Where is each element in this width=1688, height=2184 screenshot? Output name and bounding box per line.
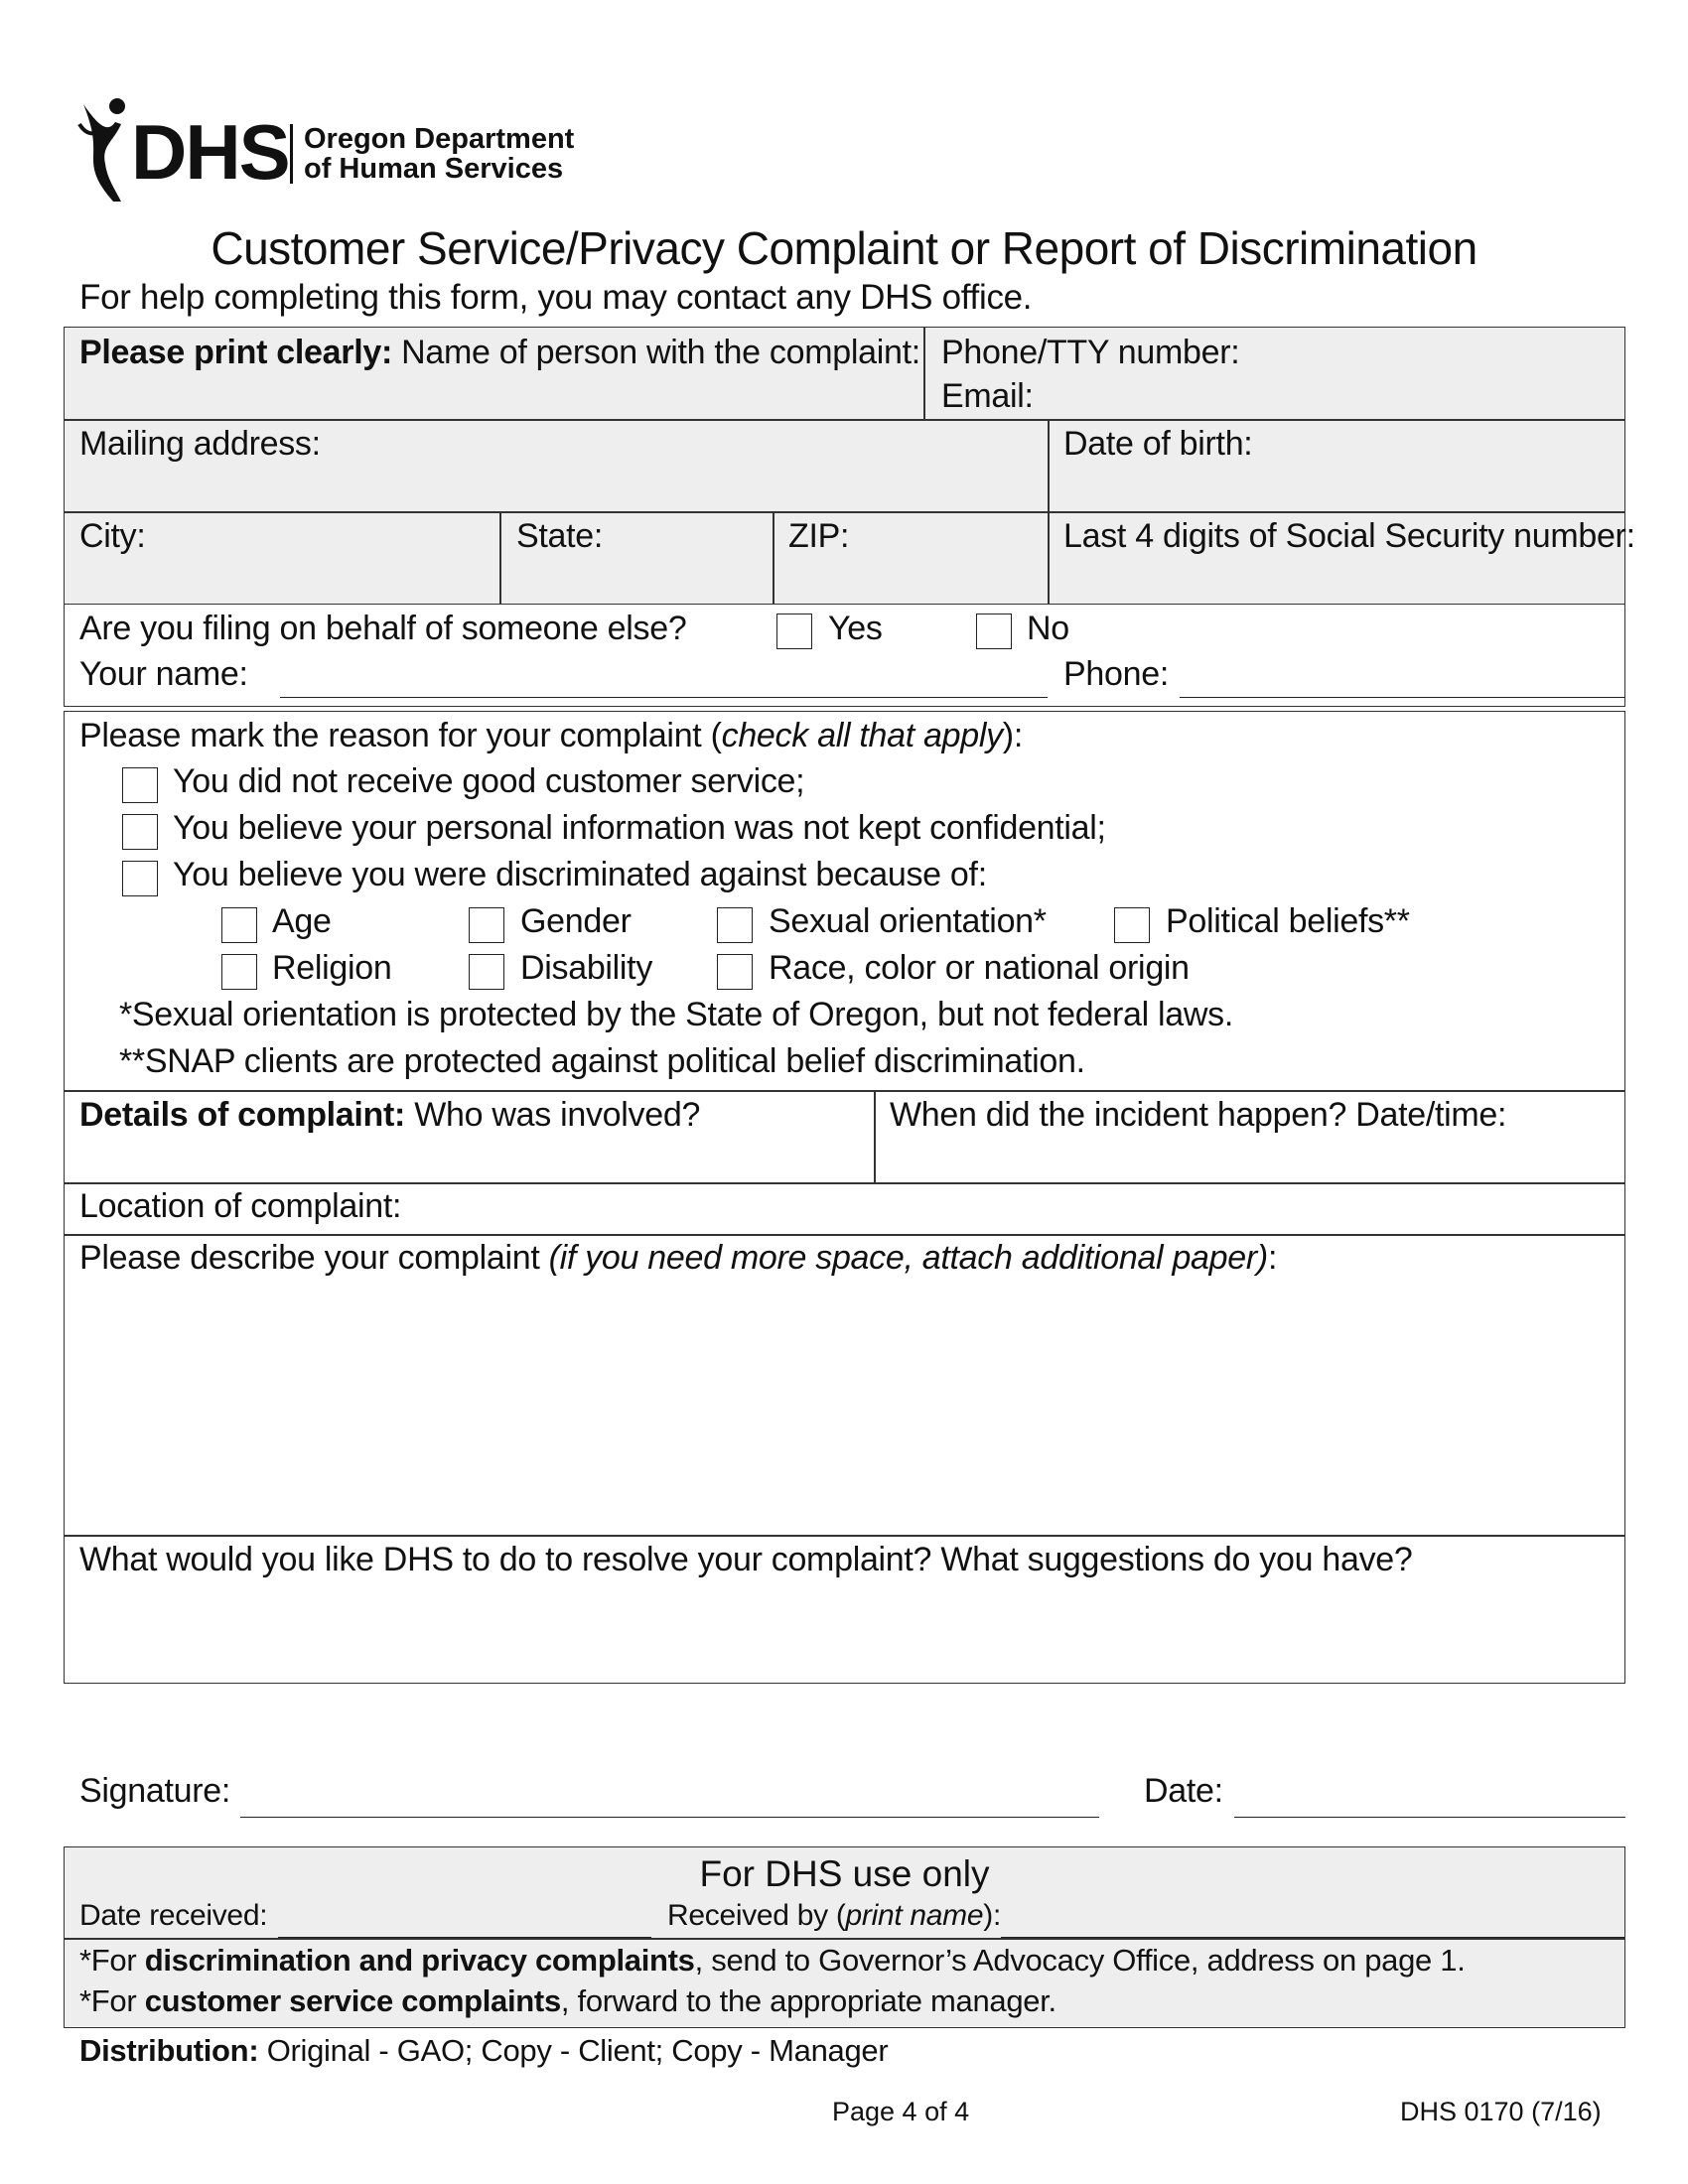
office-use-heading: For DHS use only	[699, 1853, 990, 1894]
mailing-address-label: Mailing address:	[79, 425, 321, 463]
state-label: State:	[516, 517, 604, 555]
org-name-line2: of Human Services	[304, 153, 564, 185]
routing-discrimination	[79, 1943, 1466, 1979]
divider	[64, 419, 1625, 421]
received-by-prefix: Received by (	[667, 1899, 846, 1932]
details-bold: Details of complaint:	[79, 1096, 406, 1134]
zip-label: ZIP:	[788, 517, 850, 555]
page-number: Page 4 of 4	[832, 2097, 970, 2126]
note-sexual-orientation: *Sexual orientation is protected by the State of Oregon, but not federal laws.	[119, 996, 1233, 1033]
person-figure-icon	[77, 94, 137, 204]
reason-discrimination-checkbox[interactable]	[122, 861, 158, 896]
zip-field[interactable]	[774, 556, 1047, 604]
describe-prefix: Please describe your complaint	[79, 1239, 549, 1277]
distribution-label: Distribution:	[79, 2033, 259, 2068]
basis-disability-checkbox[interactable]	[469, 954, 504, 990]
behalf-question: Are you filing on behalf of someone else?	[79, 610, 687, 647]
logo-wordmark: DHS	[131, 108, 289, 196]
signature-field[interactable]	[240, 1777, 1099, 1818]
location-field[interactable]	[397, 1185, 1623, 1233]
phone-tty-field[interactable]	[1231, 330, 1623, 373]
routing-discrimination-bold: discrimination and privacy complaints	[144, 1943, 695, 1978]
form-title: Customer Service/Privacy Complaint or Report of Discrimination	[211, 222, 1477, 274]
routing-discrimination-prefix: *For	[79, 1943, 145, 1978]
basis-religion-checkbox[interactable]	[221, 954, 257, 990]
distribution-line	[79, 2033, 888, 2069]
received-by-italic: print name	[845, 1899, 984, 1932]
reason-customer-service-label: You did not receive good customer service;	[173, 762, 805, 800]
basis-age-label: Age	[272, 902, 332, 940]
basis-age-checkbox[interactable]	[221, 907, 257, 943]
note-snap: **SNAP clients are protected against political belief discrimination.	[119, 1042, 1085, 1080]
phone-field[interactable]	[1180, 657, 1624, 698]
when-label: When did the incident happen? Date/time:	[890, 1096, 1507, 1134]
behalf-yes-checkbox[interactable]	[776, 614, 812, 649]
describe-italic: (if you need more space, attach additional paper)	[548, 1239, 1268, 1277]
routing-customer-service	[79, 1983, 1056, 2019]
received-by-label	[667, 1899, 1001, 1933]
resolve-textarea[interactable]	[68, 1588, 1625, 1684]
your-name-label: Your name:	[79, 655, 248, 693]
email-label: Email:	[941, 377, 1034, 415]
basis-political-beliefs-checkbox[interactable]	[1114, 907, 1150, 943]
resolve-label: What would you like DHS to do to resolve your complaint? What suggestions do you have?	[79, 1541, 1413, 1578]
routing-customer-service-suffix: , forward to the appropriate manager.	[560, 1983, 1056, 2018]
basis-religion-label: Religion	[272, 949, 392, 987]
name-field[interactable]	[66, 375, 921, 417]
who-label: Who was involved?	[414, 1096, 701, 1134]
basis-race-label: Race, color or national origin	[769, 949, 1190, 987]
reason-privacy-checkbox[interactable]	[122, 814, 158, 850]
city-field[interactable]	[66, 556, 498, 604]
your-name-field[interactable]	[280, 657, 1048, 698]
basis-gender-label: Gender	[520, 902, 632, 940]
routing-customer-service-bold: customer service complaints	[144, 1983, 561, 2018]
describe-label	[79, 1239, 1277, 1278]
divider	[64, 511, 1625, 513]
routing-discrimination-suffix: , send to Governor’s Advocacy Office, address on page 1.	[694, 1943, 1466, 1978]
when-field[interactable]	[877, 1138, 1623, 1181]
behalf-yes-label: Yes	[828, 610, 883, 647]
date-received-label: Date received:	[79, 1899, 268, 1932]
divider	[64, 1535, 1625, 1537]
basis-sexual-orientation-checkbox[interactable]	[717, 907, 753, 943]
phone-tty-label: Phone/TTY number:	[941, 334, 1240, 371]
behalf-no-label: No	[1027, 610, 1069, 647]
date-field[interactable]	[1234, 1777, 1625, 1818]
routing-customer-service-prefix: *For	[79, 1983, 145, 2018]
received-by-field[interactable]	[1001, 1901, 1624, 1938]
email-field[interactable]	[1053, 375, 1623, 417]
name-label: Name of person with the complaint:	[401, 334, 920, 371]
details-who-label	[79, 1096, 700, 1135]
signature-label: Signature:	[79, 1772, 230, 1810]
dhs-logo	[77, 94, 594, 204]
state-field[interactable]	[501, 556, 772, 604]
behalf-no-checkbox[interactable]	[976, 614, 1012, 649]
form-number: DHS 0170 (7/16)	[1400, 2097, 1602, 2126]
ssn-label: Last 4 digits of Social Security number:	[1063, 517, 1635, 555]
reason-customer-service-checkbox[interactable]	[122, 767, 158, 803]
ssn-field[interactable]	[1050, 556, 1623, 604]
org-name-line1: Oregon Department	[304, 123, 575, 155]
phone-label: Phone:	[1063, 655, 1169, 693]
basis-political-beliefs-label: Political beliefs**	[1166, 902, 1410, 940]
divider	[64, 1938, 1625, 1940]
divider	[64, 1182, 1625, 1184]
reason-heading	[79, 717, 1023, 755]
mailing-address-field[interactable]	[66, 467, 1047, 510]
basis-race-checkbox[interactable]	[717, 954, 753, 990]
reason-heading-suffix: ):	[1002, 717, 1023, 754]
location-label: Location of complaint:	[79, 1187, 402, 1225]
reason-discrimination-label: You believe you were discriminated against because of:	[173, 856, 987, 893]
reason-heading-italic: check all that apply	[721, 717, 1003, 754]
dob-label: Date of birth:	[1063, 425, 1253, 463]
describe-suffix: :	[1267, 1239, 1278, 1277]
divider	[874, 1090, 876, 1182]
who-field[interactable]	[66, 1138, 872, 1181]
received-by-suffix: ):	[983, 1899, 1001, 1932]
date-received-field[interactable]	[278, 1901, 651, 1938]
describe-complaint-textarea[interactable]	[68, 1287, 1625, 1535]
basis-sexual-orientation-label: Sexual orientation*	[769, 902, 1047, 940]
help-text: For help completing this form, you may contact any DHS office.	[79, 278, 1033, 317]
print-clearly-label	[79, 334, 920, 372]
dob-field[interactable]	[1050, 467, 1623, 510]
basis-disability-label: Disability	[520, 949, 653, 987]
reason-privacy-label: You believe your personal information was not kept confidential;	[173, 809, 1106, 847]
logo-divider	[290, 124, 293, 184]
date-label: Date:	[1144, 1772, 1223, 1810]
basis-gender-checkbox[interactable]	[469, 907, 504, 943]
divider	[923, 327, 925, 419]
city-label: City:	[79, 517, 146, 555]
distribution-text: Original - GAO; Copy - Client; Copy - Manager	[266, 2033, 889, 2068]
print-clearly-bold: Please print clearly:	[79, 334, 392, 371]
reason-heading-prefix: Please mark the reason for your complaint (	[79, 717, 722, 754]
divider	[64, 1234, 1625, 1236]
